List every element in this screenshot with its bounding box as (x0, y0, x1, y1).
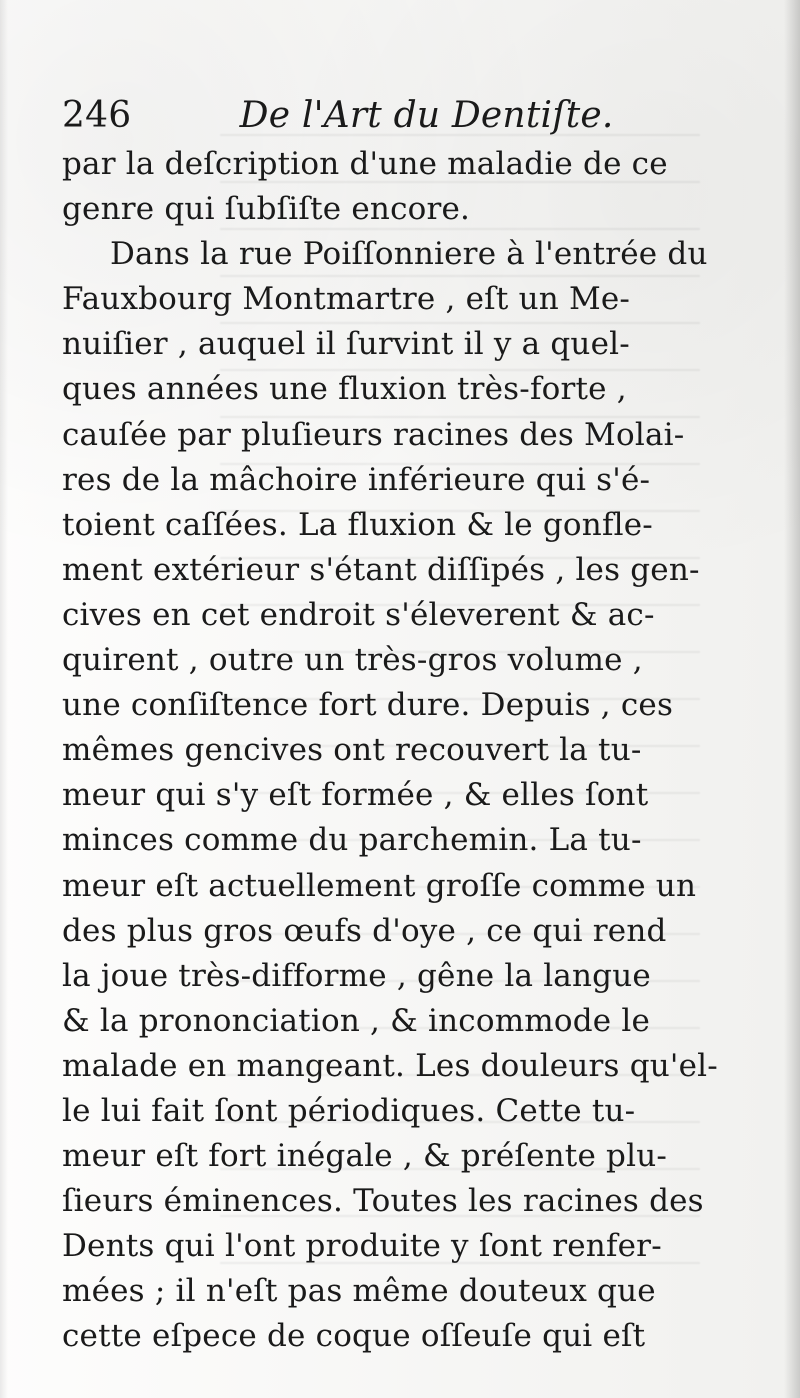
text-line: meur eſt actuellement groſſe comme un (62, 867, 697, 904)
text-line: mêmes gencives ont recouvert la tu- (62, 732, 642, 769)
page-right-shadow (784, 0, 800, 1398)
text-line: Fauxbourg Montmartre , eſt un Me- (62, 281, 631, 318)
page-left-shadow (0, 0, 8, 1398)
text-line: Dents qui l'ont produite y ſont renfer- (62, 1228, 662, 1265)
text-line: ques années une fluxion très-forte , (62, 371, 627, 408)
text-line: & la prononciation , & incommode le (62, 1002, 651, 1039)
text-line: par la deſcription d'une maladie de ce (62, 146, 668, 182)
text-line: meur eſt fort inégale , & préſente plu- (62, 1138, 668, 1175)
text-line: minces comme du parchemin. La tu- (62, 822, 642, 859)
text-line: cives en cet endroit s'éleverent & ac- (62, 596, 655, 633)
paragraph-start-line: Dans la rue Poiſſonniere à l'entrée du (110, 236, 708, 273)
text-line: toient caſſées. La fluxion & le gonfle- (62, 506, 653, 543)
text-line: malade en mangeant. Les douleurs qu'el- (62, 1047, 718, 1084)
body-text (62, 142, 734, 1360)
text-line: res de la mâchoire inférieure qui s'é- (62, 461, 651, 498)
page-number: 246 (62, 95, 132, 136)
text-line: ment extérieur s'étant diſſipés , les gen- (62, 551, 700, 588)
text-line: ſieurs éminences. Toutes les racines des (62, 1183, 704, 1220)
text-line: meur qui s'y eſt formée , & elles ſont (62, 777, 649, 814)
text-line: cauſée par pluſieurs racines des Molai- (62, 416, 685, 453)
text-line: quirent , outre un très-gros volume , (62, 642, 643, 679)
text-line: mées ; il n'eſt pas même douteux que (62, 1273, 656, 1310)
page-header (62, 90, 722, 142)
text-line: la joue très-difforme , gêne la langue (62, 957, 651, 994)
text-line: des plus gros œufs d'oye , ce qui rend (62, 912, 667, 949)
text-line: genre qui ſubſiſte encore. (62, 191, 471, 228)
text-line: cette eſpece de coque oſſeuſe qui eſt (62, 1318, 646, 1355)
text-line: nuiſier , auquel il ſurvint il y a quel- (62, 326, 630, 363)
running-head: De l'Art du Dentiſte. (239, 95, 614, 136)
text-line: le lui fait ſont périodiques. Cette tu- (62, 1092, 636, 1129)
text-line: une conſiſtence fort dure. Depuis , ces (62, 687, 674, 724)
